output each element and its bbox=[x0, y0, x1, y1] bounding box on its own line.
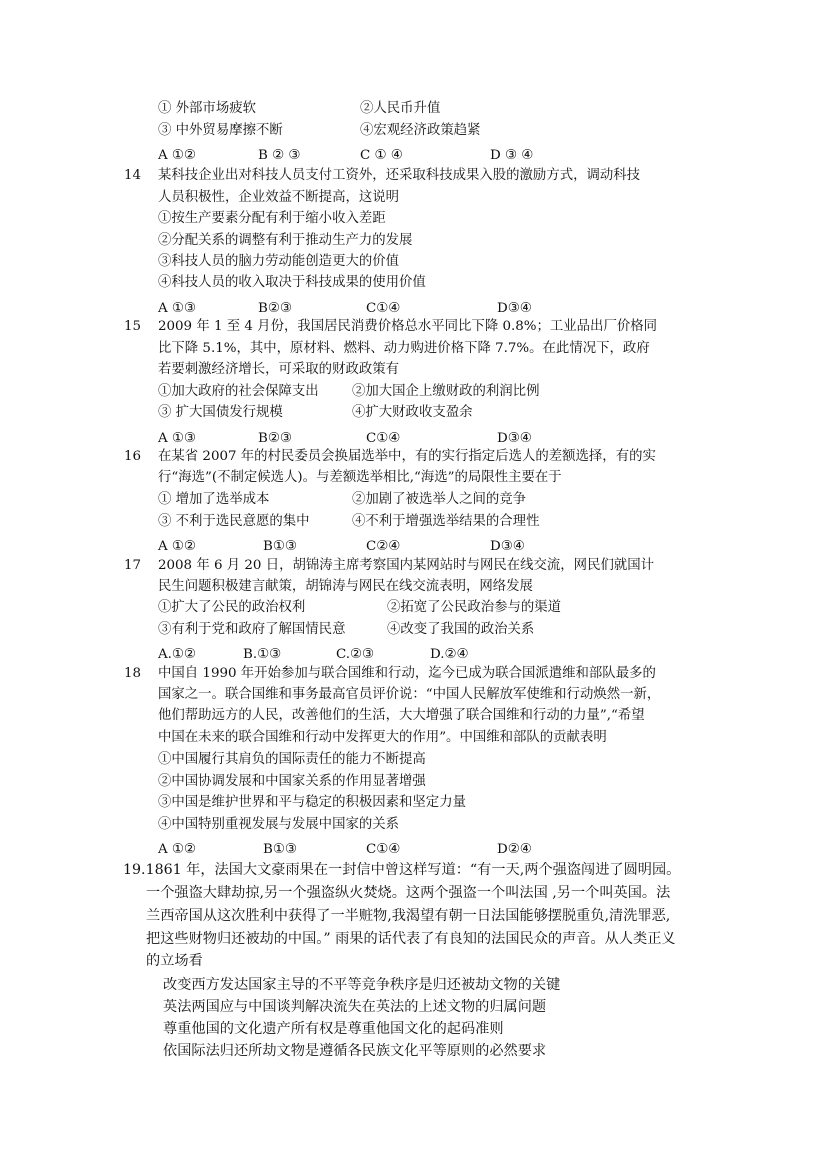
q18-choice-b: B①③ bbox=[263, 842, 297, 857]
question-stem: 他们帮助远方的人民，改善他们的生活，大大增强了联合国维和行动的力量”,“希望 bbox=[158, 708, 645, 723]
q14-option-1: ①按生产要素分配有利于缩小收入差距 bbox=[158, 211, 386, 226]
question-number: 18 bbox=[124, 666, 142, 681]
q14-choice-d: D③④ bbox=[497, 301, 532, 316]
question-stem: 某科技企业出对科技人员支付工资外，还采取科技成果入股的激励方式，调动科技 bbox=[158, 168, 641, 183]
q15-choice-c: C①④ bbox=[366, 431, 401, 446]
q13-choice-d: D ③ ④ bbox=[490, 148, 534, 163]
question-stem: 的立场看 bbox=[146, 953, 203, 969]
q13-option-2: ②人民币升值 bbox=[360, 101, 441, 116]
q17-choice-d: D.②④ bbox=[430, 647, 469, 662]
q19-option-1: 改变西方发达国家主导的不平等竞争秩序是归还被劫文物的关键 bbox=[163, 977, 561, 993]
q15-choice-b: B②③ bbox=[258, 431, 292, 446]
q19-option-2: 英法两国应与中国谈判解决流失在英法的上述文物的归属问题 bbox=[163, 999, 547, 1015]
question-number: 15 bbox=[124, 319, 142, 334]
q16-option-4: ④不利于增强选举结果的合理性 bbox=[352, 514, 540, 529]
q18-option-2: ②中国协调发展和中国家关系的作用显著增强 bbox=[158, 774, 426, 789]
q18-option-1: ①中国履行其肩负的国际责任的能力不断提高 bbox=[158, 752, 426, 767]
question-stem: 2009 年 1 至 4 月份，我国居民消费价格总水平同比下降 0.8%；工业品出厂价格同 bbox=[158, 319, 658, 334]
q14-option-4: ④科技人员的收入取决于科技成果的使用价值 bbox=[158, 275, 426, 290]
q13-choice-b: B ② ③ bbox=[258, 148, 301, 163]
question-stem: 中国自 1990 年开始参加与联合国维和行动，迄今已成为联合国派遣维和部队最多的 bbox=[158, 666, 656, 681]
question-stem: 比下降 5.1%，其中，原材料、燃料、动力购进价格下降 7.7%。在此情况下，政府 bbox=[158, 341, 650, 356]
q13-option-1: ① 外部市场疲软 bbox=[158, 101, 256, 116]
q18-choice-c: C①④ bbox=[366, 842, 401, 857]
q18-option-3: ③中国是维护世界和平与稳定的积极因素和坚定力量 bbox=[158, 795, 466, 810]
q19-option-3: 尊重他国的文化遗产所有权是尊重他国文化的起码准则 bbox=[163, 1021, 504, 1037]
q18-option-4: ④中国特别重视发展与发展中国家的关系 bbox=[158, 817, 400, 832]
q17-option-3: ③有利于党和政府了解国情民意 bbox=[158, 622, 346, 637]
question-stem: 一个强盗大肆劫掠,另一个强盗纵火焚烧。这两个强盗一个叫法国 ,另一个叫英国。法 bbox=[146, 885, 671, 901]
question-stem: 19.1861 年，法国大文豪雨果在一封信中曾这样写道：“有一天,两个强盗闯进了圆明园。 bbox=[123, 862, 681, 878]
q15-choice-a: A ①③ bbox=[158, 431, 196, 446]
question-stem: 中国在未来的联合国维和行动中发挥更大的作用”。中国维和部队的贡献表明 bbox=[158, 730, 607, 745]
question-stem: 行“海选”(不制定候选人)。与差额选举相比,“海选”的局限性主要在于 bbox=[158, 470, 562, 485]
q16-option-3: ③ 不利于选民意愿的集中 bbox=[158, 514, 310, 529]
question-stem: 国家之一。联合国维和事务最高官员评价说：“中国人民解放军使维和行动焕然一新， bbox=[158, 687, 661, 702]
q16-option-2: ②加剧了被选举人之间的竞争 bbox=[352, 492, 527, 507]
question-stem: 兰西帝国从这次胜利中获得了一半赃物,我渴望有朝一日法国能够摆脱重负,清洗罪恶, bbox=[146, 908, 671, 924]
question-stem: 若要刺激经济增长，可采取的财政政策有 bbox=[158, 362, 400, 377]
q16-choice-c: C②④ bbox=[366, 539, 401, 554]
q15-choice-d: D③④ bbox=[497, 431, 532, 446]
q17-choice-c: C.②③ bbox=[336, 647, 375, 662]
question-number: 16 bbox=[124, 449, 142, 464]
q15-option-4: ④扩大财政收支盈余 bbox=[352, 405, 473, 420]
q16-choice-d: D③④ bbox=[490, 539, 525, 554]
q13-option-3: ③ 中外贸易摩擦不断 bbox=[158, 123, 283, 138]
q16-option-1: ① 增加了选举成本 bbox=[158, 492, 270, 507]
q15-option-1: ①加大政府的社会保障支出 bbox=[158, 384, 319, 399]
q13-option-4: ④宏观经济政策趋紧 bbox=[360, 123, 481, 138]
q14-choice-a: A ①③ bbox=[158, 301, 196, 316]
q14-option-3: ③科技人员的脑力劳动能创造更大的价值 bbox=[158, 254, 400, 269]
q13-choice-c: C ① ④ bbox=[360, 148, 403, 163]
q14-choice-b: B②③ bbox=[258, 301, 292, 316]
q17-option-4: ④改变了我国的政治关系 bbox=[387, 622, 535, 637]
q16-choice-b: B①③ bbox=[263, 539, 297, 554]
q15-option-3: ③ 扩大国债发行规模 bbox=[158, 405, 283, 420]
q16-choice-a: A ①② bbox=[158, 539, 196, 554]
question-stem: 在某省 2007 年的村民委员会换届选举中，有的实行指定后选人的差额选择，有的实 bbox=[158, 449, 656, 464]
question-stem: 民生问题积极建言献策，胡锦涛与网民在线交流表明，网络发展 bbox=[158, 579, 533, 594]
q19-option-4: 依国际法归还所劫文物是遵循各民族文化平等原则的必然要求 bbox=[163, 1043, 547, 1059]
q13-choice-a: A ①② bbox=[158, 148, 196, 163]
question-number: 14 bbox=[124, 168, 142, 183]
question-number: 17 bbox=[124, 558, 142, 573]
q14-option-2: ②分配关系的调整有利于推动生产力的发展 bbox=[158, 233, 413, 248]
q18-choice-d: D②④ bbox=[497, 842, 532, 857]
q14-choice-c: C①④ bbox=[366, 301, 401, 316]
question-stem: 把这些财物归还被劫的中国。” 雨果的话代表了有良知的法国民众的声音。从人类正义 bbox=[146, 931, 676, 947]
question-stem: 人员积极性，企业效益不断提高，这说明 bbox=[158, 190, 400, 205]
q17-option-2: ②拓宽了公民政治参与的渠道 bbox=[387, 600, 562, 615]
q17-choice-b: B.①③ bbox=[243, 647, 282, 662]
q15-option-2: ②加大国企上缴财政的利润比例 bbox=[352, 384, 540, 399]
q17-choice-a: A.①② bbox=[158, 647, 196, 662]
question-stem: 2008 年 6 月 20 日，胡锦涛主席考察国内某网站时与网民在线交流，网民们就国计 bbox=[158, 558, 655, 573]
q18-choice-a: A ①② bbox=[158, 842, 196, 857]
q17-option-1: ①扩大了公民的政治权利 bbox=[158, 600, 306, 615]
